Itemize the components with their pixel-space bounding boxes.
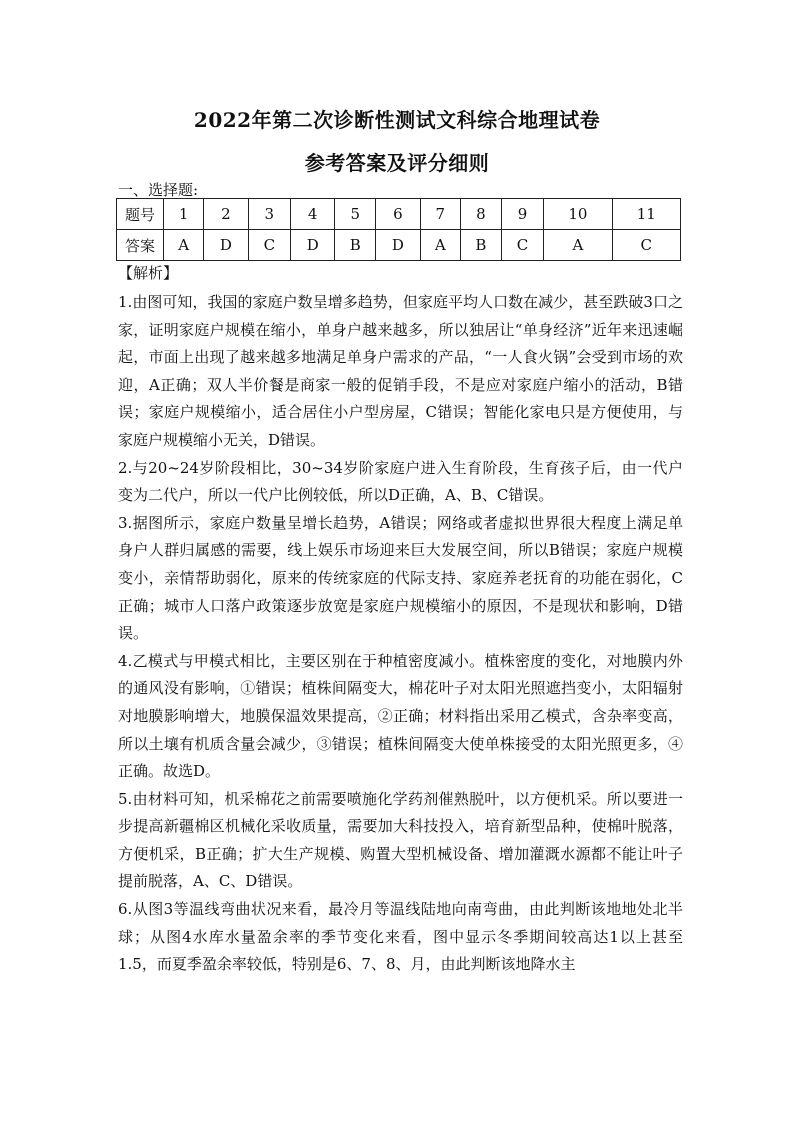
analysis-body xyxy=(118,289,683,979)
analysis-heading: 【解析】 xyxy=(118,264,179,282)
answer-cell: D xyxy=(291,230,335,261)
answer-table xyxy=(116,198,681,261)
row-label: 答案 xyxy=(117,230,164,261)
question-number: 3 xyxy=(248,199,290,230)
answer-cell: A xyxy=(164,230,204,261)
document-subtitle: 参考答案及评分细则 xyxy=(304,151,490,175)
analysis-paragraph: 4.乙模式与甲模式相比，主要区别在于种植密度减小。植株密度的变化，对地膜内外的通风没有影响，①错误；植株间隔变大，棉花叶子对太阳光照遮挡变小，太阳辐射对地膜影响增大，地膜保温效果提高，②正确；材料指出采用乙模式，含杂率变高，所以土壤有机质含量会减少，③错误；植株间隔变大使单株接受的太阳光照更多，④正确。故选D。 xyxy=(118,651,683,781)
answer-row xyxy=(117,230,681,261)
analysis-paragraph: 1.由图可知，我国的家庭户数呈增多趋势，但家庭平均人口数在减少，甚至跌破3口之家，证明家庭户规模在缩小，单身户越来越多，所以独居让“单身经济”近年来迅速崛起，市面上出现了越来越多地满足单身户需求的产品，“一人食火锅”会受到市场的欢迎，A正确；双人半价餐是商家一般的促销手段，不是应对家庭户缩小的活动，B错误；家庭户规模缩小，适合居住小户型房屋，C错误；智能化家电只是方便使用，与家庭户规模缩小无关，D错误。 xyxy=(118,293,683,449)
question-number: 8 xyxy=(460,199,501,230)
analysis-paragraph: 5.由材料可知，机采棉花之前需要喷施化学药剂催熟脱叶，以方便机采。所以要进一步提高新疆棉区机械化采收质量，需要加大科技投入，培育新型品种，使棉叶脱落，方便机采，B正确；扩大生产规模、购置大型机械设备、增加灌溉水源都不能让叶子提前脱落，A、C、D错误。 xyxy=(118,789,683,891)
question-number: 5 xyxy=(335,199,376,230)
analysis-paragraph: 3.据图所示，家庭户数量呈增长趋势，A错误；网络或者虚拟世界很大程度上满足单身户人群归属感的需要，线上娱乐市场迎来巨大发展空间，所以B错误；家庭户规模变小，亲情帮助弱化，原来的传统家庭的代际支持、家庭养老抚育的功能在弱化，C正确；城市人口落户政策逐步放宽是家庭户规模缩小的原因，不是现状和影响，D错误。 xyxy=(118,513,683,643)
answer-cell: D xyxy=(204,230,248,261)
question-number: 6 xyxy=(376,199,420,230)
answer-cell: A xyxy=(420,230,460,261)
analysis-paragraph: 6.从图3等温线弯曲状况来看，最冷月等温线陆地向南弯曲，由此判断该地地处北半球；从图4水库水量盈余率的季节变化来看，图中显示冬季期间较高达1以上甚至1.5，而夏季盈余率较低，特别是6、7、8、月，由此判断该地降水主 xyxy=(118,900,683,974)
question-number-row xyxy=(117,199,681,230)
question-number: 11 xyxy=(612,199,680,230)
answer-cell: C xyxy=(612,230,680,261)
answer-cell: D xyxy=(376,230,420,261)
question-number: 2 xyxy=(204,199,248,230)
question-number: 10 xyxy=(544,199,612,230)
answer-cell: C xyxy=(248,230,290,261)
question-number: 4 xyxy=(291,199,335,230)
question-number: 7 xyxy=(420,199,460,230)
answer-cell: B xyxy=(335,230,376,261)
analysis-paragraph: 2.与20~24岁阶段相比，30~34岁阶家庭户进入生育阶段，生育孩子后，由一代户变为二代户，所以一代户比例较低，所以D正确，A、B、C错误。 xyxy=(118,458,683,505)
section-heading: 一、选择题: xyxy=(118,181,199,199)
answer-cell: C xyxy=(501,230,543,261)
row-label: 题号 xyxy=(117,199,164,230)
answer-cell: A xyxy=(544,230,612,261)
document-title: 2022年第二次诊断性测试文科综合地理试卷 xyxy=(193,108,601,132)
answer-cell: B xyxy=(460,230,501,261)
question-number: 1 xyxy=(164,199,204,230)
question-number: 9 xyxy=(501,199,543,230)
